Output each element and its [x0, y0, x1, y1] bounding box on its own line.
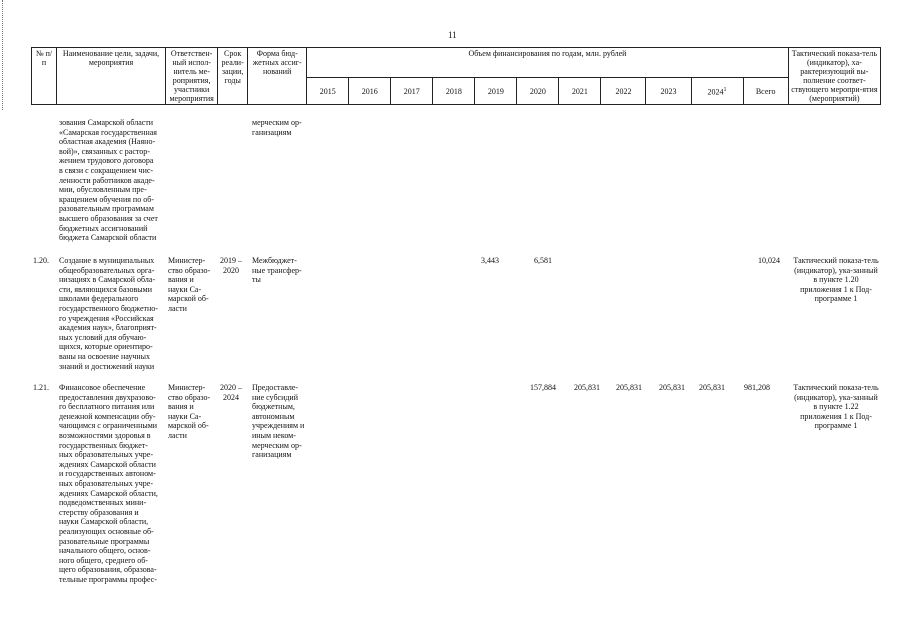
row-1-21-form: Предоставле- ние субсидий бюджетным, автономным учреждениям и иным неком- мерческим ор- ганизациям [252, 383, 305, 460]
year-2020: 2020 [517, 78, 559, 105]
col-financing: Объем финансирования по годам, млн. рублей [307, 48, 789, 78]
row-1-20-name: Создание в муниципальных общеобразовательных орга- низациях в Самарской обла- сти, являющихся базовыми школами федерального государственного бюджетно- го учреждения «Российская академия наук», благоприят- ных условий для обучаю- щихся, которые ориентиро- ваны на освоение научных знаний и достижений науки [59, 256, 158, 371]
continuation-form: мерческим ор- ганизациям [252, 118, 302, 137]
row-1-20-resp: Министер- ство образо- вания и науки Са- марской об- ласти [168, 256, 211, 313]
year-2023: 2023 [646, 78, 691, 105]
continuation-name: зования Самарской области «Самарская государственная областная академия (Наяно- вой)», связанных с растор- жением трудового договора в связи с сокращением чис- ленности работников акаде- мии, обусловленным пре- кращением обучения по об- разовательным программам высшего образования за счет бюджетных ассигнований бюджета Самарской области [59, 118, 158, 243]
row-1-21-value-2022: 205,831 [616, 383, 642, 392]
row-1-20-value-total: 10,024 [758, 256, 780, 265]
margin-marks [2, 0, 11, 110]
year-2019: 2019 [475, 78, 517, 105]
year-2017: 2017 [391, 78, 433, 105]
year-2018: 2018 [433, 78, 475, 105]
row-1-21-value-2020: 157,884 [530, 383, 556, 392]
year-2022: 2022 [601, 78, 646, 105]
col-indicator: Тактический показа-тель (индикатор), ха-рактеризующий вы-полнение соответ-ствующего меропри-ятия (мероприятий) [788, 48, 880, 105]
row-1-21-num: 1.21. [33, 383, 49, 392]
row-1-21-indicator: Тактический показа-тель (индикатор), ука-занный в пункте 1.22 приложения 1 к Под-программе 1 [793, 383, 879, 431]
year-2015: 2015 [307, 78, 349, 105]
page-number: 11 [448, 30, 457, 40]
row-1-21-value-2021: 205,831 [574, 383, 600, 392]
row-1-21-name: Финансовое обеспечение предоставления двухразово- го бесплатного питания или денежной компенсации обу- чающимся с ограниченными возможностями здоровья в государственных бюджет- ных образовательных учре- ждениях Самарской области и государственных автоном- ных образовательных учре- ждениях Самарской области, подведомственных мини- стерству образования и науки Самарской области, реализующих основные об- разовательные программы начального общего, основ- ного общего, среднего об- щего образования, образова- тельные программы профес- [59, 383, 158, 584]
year-total: Всего [743, 78, 788, 105]
row-1-21-value-2024: 205,831 [699, 383, 725, 392]
table-header [31, 47, 881, 105]
row-1-20-value-2020: 6,581 [534, 256, 552, 265]
row-1-21-value-2023: 205,831 [659, 383, 685, 392]
footnote-mark: 1 [723, 86, 727, 93]
col-num: № п/п [32, 48, 57, 105]
year-2016: 2016 [349, 78, 391, 105]
row-1-20-value-2019: 3,443 [481, 256, 499, 265]
row-1-20-form: Межбюджет- ные трансфер- ты [252, 256, 302, 285]
row-1-21-value-total: 981,208 [744, 383, 770, 392]
col-period: Срок реали-зации, годы [218, 48, 248, 105]
col-form: Форма бюд-жетных ассиг-нований [248, 48, 307, 105]
year-2024: 2024$^1$ [691, 78, 743, 105]
row-1-20-num: 1.20. [33, 256, 49, 265]
col-name: Наименование цели, задачи, мероприятия [57, 48, 166, 105]
row-1-20-period: 2019 – 2020 [220, 256, 242, 275]
year-2021: 2021 [559, 78, 601, 105]
row-1-21-resp: Министер- ство образо- вания и науки Са- марской об- ласти [168, 383, 211, 440]
row-1-21-period: 2020 – 2024 [220, 383, 242, 402]
col-resp: Ответствен-ный испол-нитель ме-роприятия, участники мероприятия [166, 48, 218, 105]
row-1-20-indicator: Тактический показа-тель (индикатор), ука-занный в пункте 1.20 приложения 1 к Под-программе 1 [793, 256, 879, 304]
